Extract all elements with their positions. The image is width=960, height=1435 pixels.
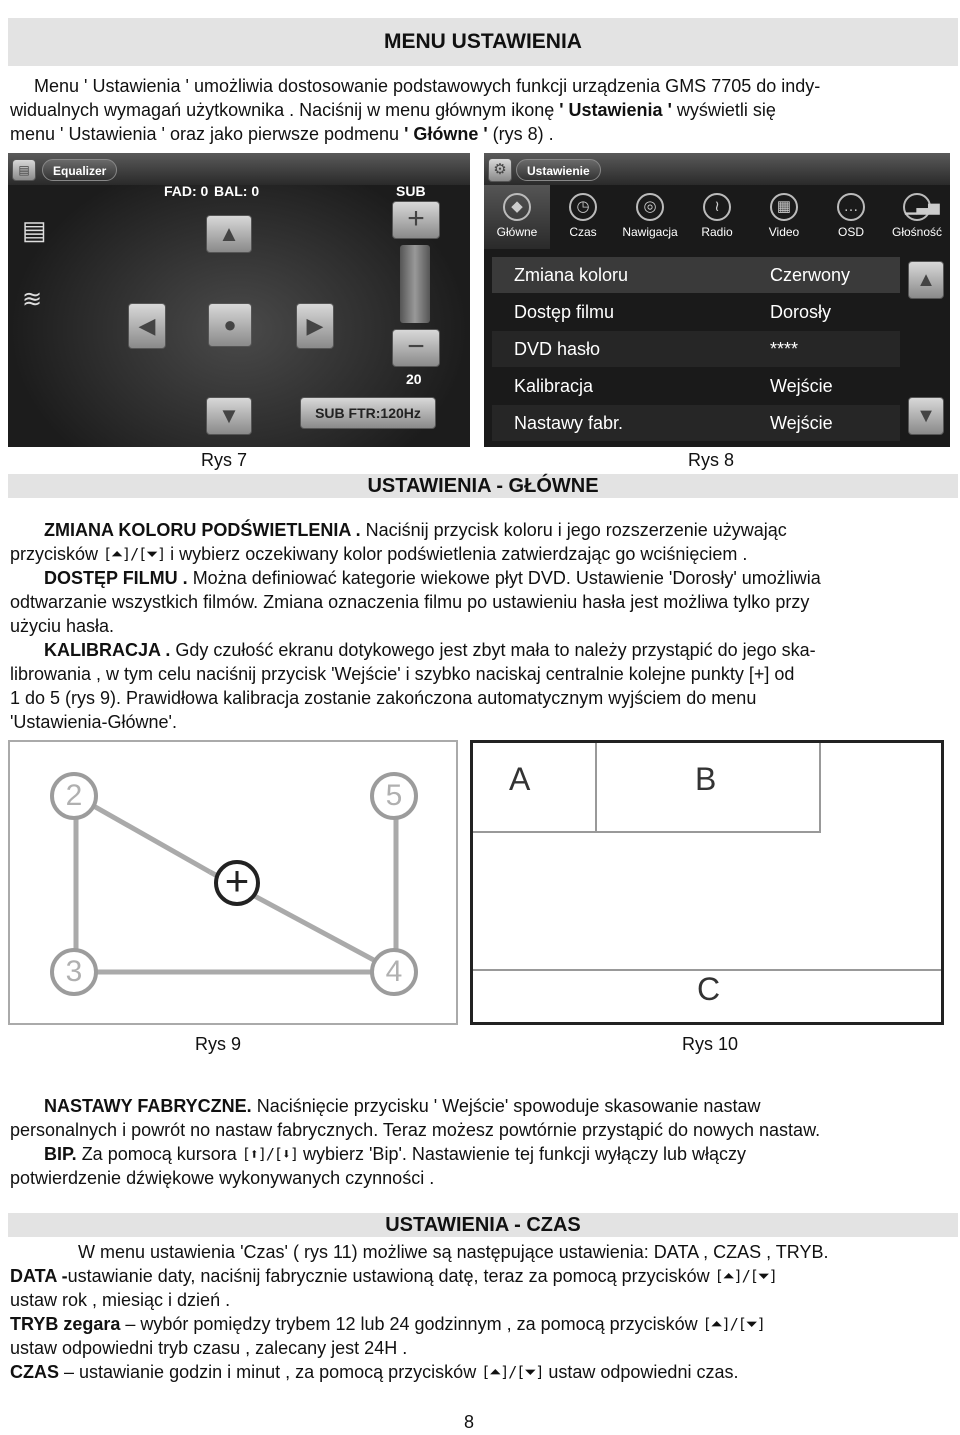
section-main-header [8, 474, 958, 498]
left-arrow-button[interactable]: ◀ [128, 303, 166, 349]
settings-row-color[interactable]: Zmiana koloru Czerwony [492, 257, 900, 293]
calibration-point-5: 5 [370, 772, 418, 820]
data-keys: [⏶]/[⏷] [714, 1267, 777, 1285]
settings-row-film[interactable]: Dostęp filmu Dorosły [514, 302, 832, 322]
bip-line-1: BIP. Za pomocą kursora [⬆]/[⬇] wybierz 'Bip'. Nastawienie tej funkcji wyłączy lub włączy [44, 1144, 747, 1164]
calibration-paragraph [10, 638, 955, 734]
film-icon: ▦ [770, 193, 798, 221]
czas-keys: [⏶]/[⏷] [481, 1363, 544, 1381]
calibration-line-4: 'Ustawienia-Główne'. [10, 712, 177, 732]
sub-label: SUB [396, 183, 426, 199]
tab-video[interactable]: ▦ Video [751, 185, 817, 249]
settings-row-factory[interactable]: Nastawy fabr. Wejście [492, 405, 900, 441]
intro-paragraph [10, 74, 955, 146]
tab-radio[interactable]: ≀ Radio [684, 185, 750, 249]
caption-rys10: Rys 10 [682, 1034, 739, 1054]
crosshair-icon: + [214, 860, 260, 906]
time-paragraph [10, 1240, 955, 1384]
compass-icon: ◎ [636, 193, 664, 221]
section-time-header [8, 1213, 958, 1237]
intro-line-2: widualnych wymagań użytkownika . Naciśnij w menu głównym ikonę ' Ustawienia ' wyświetli się [10, 100, 776, 120]
page-number: 8 [464, 1412, 475, 1432]
volume-bars-icon: ▁▃▅ [903, 193, 931, 221]
right-arrow-button[interactable]: ▶ [296, 303, 334, 349]
settings-row-password[interactable]: DVD hasło **** [492, 331, 900, 367]
bal-value: BAL: 0 [214, 183, 260, 199]
up-down-keys: [⏶]/[⏷] [103, 545, 166, 563]
intro-line-3: menu ' Ustawienia ' oraz jako pierwsze podmenu ' Główne ' (rys 8) . [10, 124, 554, 144]
tab-nawigacja[interactable]: ◎ Nawigacja [617, 185, 683, 249]
calibration-point-2: 2 [50, 772, 98, 820]
gear-icon: ⚙ [488, 158, 512, 182]
settings-topbar [484, 153, 950, 185]
sub-level-slider[interactable] [400, 245, 430, 323]
sub-plus-button[interactable]: + [392, 201, 440, 239]
settings-title: Ustawienie [516, 159, 601, 181]
calibration-point-4: 4 [370, 948, 418, 996]
bip-line-2: potwierdzenie dźwiękowe wykonywanych czynności . [10, 1168, 435, 1188]
time-tryb-line-2: ustaw odpowiedni tryb czasu , zalecany jest 24H . [10, 1338, 408, 1358]
sub-minus-button[interactable]: − [392, 329, 440, 367]
settings-list [484, 253, 904, 443]
page-title: MENU USTAWIENIA [384, 30, 582, 53]
film-paragraph [10, 566, 955, 638]
radio-icon: ≀ [703, 193, 731, 221]
time-intro: W menu ustawienia 'Czas' ( rys 11) możliwe są następujące ustawienia: DATA , CZAS , TRYB. [78, 1242, 829, 1262]
tab-czas[interactable]: ◷ Czas [550, 185, 616, 249]
color-paragraph [10, 518, 955, 566]
area-c-label: C [697, 971, 721, 1007]
down-arrow-button[interactable]: ▼ [206, 397, 252, 435]
calibration-line-2: librowania , w tym celu naciśnij przycisk 'Wejście' i szybko naciskaj centralnie kolejne punkty [+] od [10, 664, 795, 684]
equalizer-app-icon: ▤ [12, 159, 36, 181]
section-time-title: USTAWIENIA - CZAS [385, 1214, 581, 1236]
area-a-box [473, 743, 597, 833]
tab-glosnosc[interactable]: ▁▃▅ Głośność [884, 185, 950, 249]
factory-paragraph [10, 1094, 955, 1142]
sub-level-value: 20 [406, 371, 422, 387]
film-line-3: użyciu hasła. [10, 616, 115, 636]
equalizer-screenshot [8, 153, 470, 447]
equalizer-topbar [8, 153, 470, 185]
factory-line-2: personalnych i powrót no nastaw fabrycznych. Teraz możesz powtórnie przystąpić do nowych nastaw. [10, 1120, 821, 1140]
caption-rys7: Rys 7 [201, 450, 248, 470]
settings-screenshot [484, 153, 950, 447]
speech-icon: … [837, 193, 865, 221]
settings-row-calibration[interactable]: Kalibracja Wejście [514, 376, 833, 396]
calibration-line-3: 1 do 5 (rys 9). Prawidłowa kalibracja zostanie zakończona automatycznym wyjściem do menu [10, 688, 757, 708]
scroll-down-button[interactable]: ▼ [908, 397, 944, 435]
color-line-1: ZMIANA KOLORU PODŚWIETLENIA . Naciśnij przycisk koloru i jego rozszerzenie używając [44, 520, 787, 540]
time-tryb-line: TRYB zegara – wybór pomiędzy trybem 12 lub 24 godzinnym , za pomocą przycisków [⏶]/[⏷] [10, 1314, 765, 1334]
section-main-title: USTAWIENIA - GŁÓWNE [367, 475, 599, 497]
caption-rys9: Rys 9 [195, 1034, 242, 1054]
intro-line-1: Menu ' Ustawienia ' umożliwia dostosowanie podstawowych funkcji urządzenia GMS 7705 do indy- [34, 76, 821, 96]
up-arrow-button[interactable]: ▲ [206, 215, 252, 253]
film-line-2: odtwarzanie wszystkich filmów. Zmiana oznaczenia filmu po ustawieniu hasła jest możliwa tylko przy [10, 592, 810, 612]
page-header [8, 18, 958, 66]
area-a-label: A [509, 761, 531, 797]
bip-paragraph [10, 1142, 955, 1190]
sub-ftr-button[interactable]: SUB FTR:120Hz [300, 397, 436, 429]
calibration-line-1: KALIBRACJA . Gdy czułość ekranu dotykowego jest zbyt mała to należy przystąpić do jego ska- [44, 640, 816, 660]
cube-icon: ◆ [503, 193, 531, 221]
area-figure [470, 740, 944, 1025]
tryb-keys: [⏶]/[⏷] [702, 1315, 765, 1333]
tab-osd[interactable]: … OSD [818, 185, 884, 249]
tab-glowne[interactable]: ◆ Główne [484, 185, 550, 249]
center-button[interactable]: ● [208, 303, 252, 347]
factory-line-1: NASTAWY FABRYCZNE. Naciśnięcie przycisku ' Wejście' spowoduje skasowanie nastaw [44, 1096, 761, 1116]
scroll-up-button[interactable]: ▲ [908, 261, 944, 299]
eq-bars-icon[interactable]: ▤ [22, 215, 47, 245]
time-czas-line: CZAS – ustawianie godzin i minut , za pomocą przycisków [⏶]/[⏷] ustaw odpowiedni czas. [10, 1362, 739, 1382]
clock-icon: ◷ [569, 193, 597, 221]
fad-value: FAD: 0 [164, 183, 209, 199]
time-data-line-2: ustaw rok , miesiąc i dzień . [10, 1290, 231, 1310]
caption-rys8: Rys 8 [688, 450, 735, 470]
time-data-line: DATA -ustawianie daty, naciśnij fabrycznie ustawioną datę, teraz za pomocą przycisków [⏶]/[⏷] [10, 1266, 777, 1286]
area-b-label: B [695, 761, 717, 797]
cursor-keys: [⬆]/[⬇] [241, 1145, 298, 1163]
surround-icon[interactable]: ≋ [22, 286, 43, 313]
color-line-2: przycisków [⏶]/[⏷] i wybierz oczekiwany kolor podświetlenia zatwierdzając go wciśnięciem . [10, 544, 748, 564]
film-line-1: DOSTĘP FILMU . Można definiować kategorie wiekowe płyt DVD. Ustawienie 'Dorosły' umożliwia [44, 568, 821, 588]
equalizer-title: Equalizer [42, 159, 117, 181]
calibration-figure [8, 740, 458, 1025]
calibration-point-3: 3 [50, 948, 98, 996]
